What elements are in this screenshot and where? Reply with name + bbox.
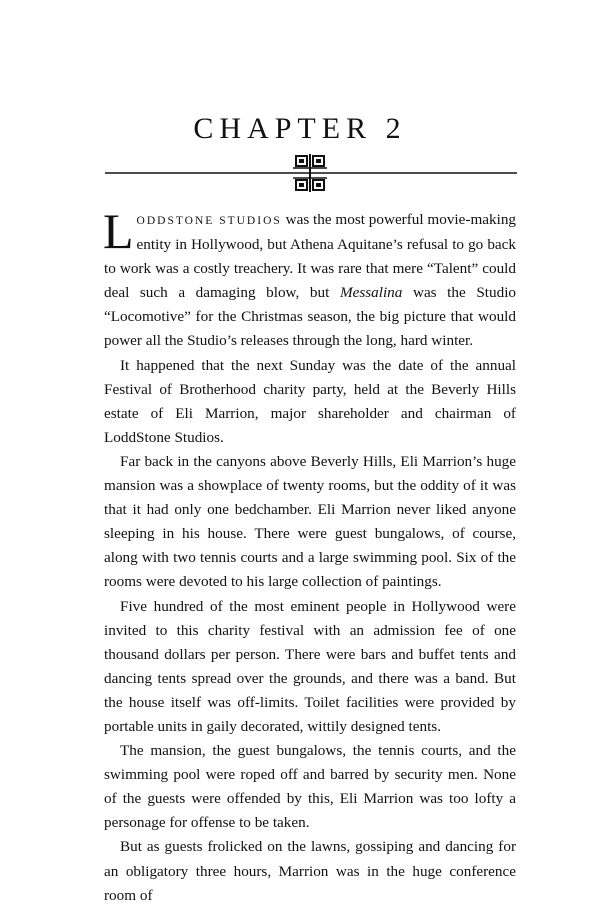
paragraph: Far back in the canyons above Beverly Hills, Eli Marrion’s huge mansion was a showplace of twenty rooms, but the oddity of it was that it had only one bedchamber. Eli Marrion never liked anyone sleeping in his house. There were guest bungalows, of course, along with two tennis courts and a large swimming pool. Six of the rooms were devoted to his large collection of paintings. xyxy=(104,452,516,591)
opening-italic-title: Messalina xyxy=(339,284,403,302)
chapter-title: CHAPTER 2 xyxy=(193,112,407,145)
opening-paragraph xyxy=(103,203,517,354)
chapter-ornament xyxy=(105,152,517,192)
opening-smallcaps: ODDSTONE STUDIOS xyxy=(136,215,282,227)
drop-cap: L xyxy=(103,203,134,259)
paragraph: It happened that the next Sunday was the date of the annual Festival of Brotherhood charity party, held at the Beverly Hills estate of Eli Marrion, major shareholder and chairman of LoddStone Studios. xyxy=(104,356,516,446)
paragraph: The mansion, the guest bungalows, the tennis courts, and the swimming pool were roped off and barred by security men. None of the guests were offended by this, Eli Marrion was too lofty a personage for offense to be taken. xyxy=(104,742,516,832)
paragraph: But as guests frolicked on the lawns, gossiping and dancing for an obligatory three hours, Marrion was in the huge conference room of xyxy=(104,838,516,904)
opening-text-end: was the Studio “Locomotive” for the Christmas season, the big picture that would power all the Studio’s releases through the long, hard winter. xyxy=(104,284,517,350)
body-text xyxy=(103,203,517,908)
opening-text: was the most powerful movie-making entity in Hollywood, but Athena Aquitane’s refusal to go back to work was a costly treachery. It was rare that mere “Talent” could deal such a damaging blow, but xyxy=(104,211,517,302)
paragraph: Five hundred of the most eminent people in Hollywood were invited to this charity festival with an admission fee of one thousand dollars per person. There were bars and buffet tents and dancing tents spread over the grounds, and there was a band. But the house itself was off-limits. Toilet facilities were provided by portable units in gaily decorated, wittily designed tents. xyxy=(104,597,516,735)
